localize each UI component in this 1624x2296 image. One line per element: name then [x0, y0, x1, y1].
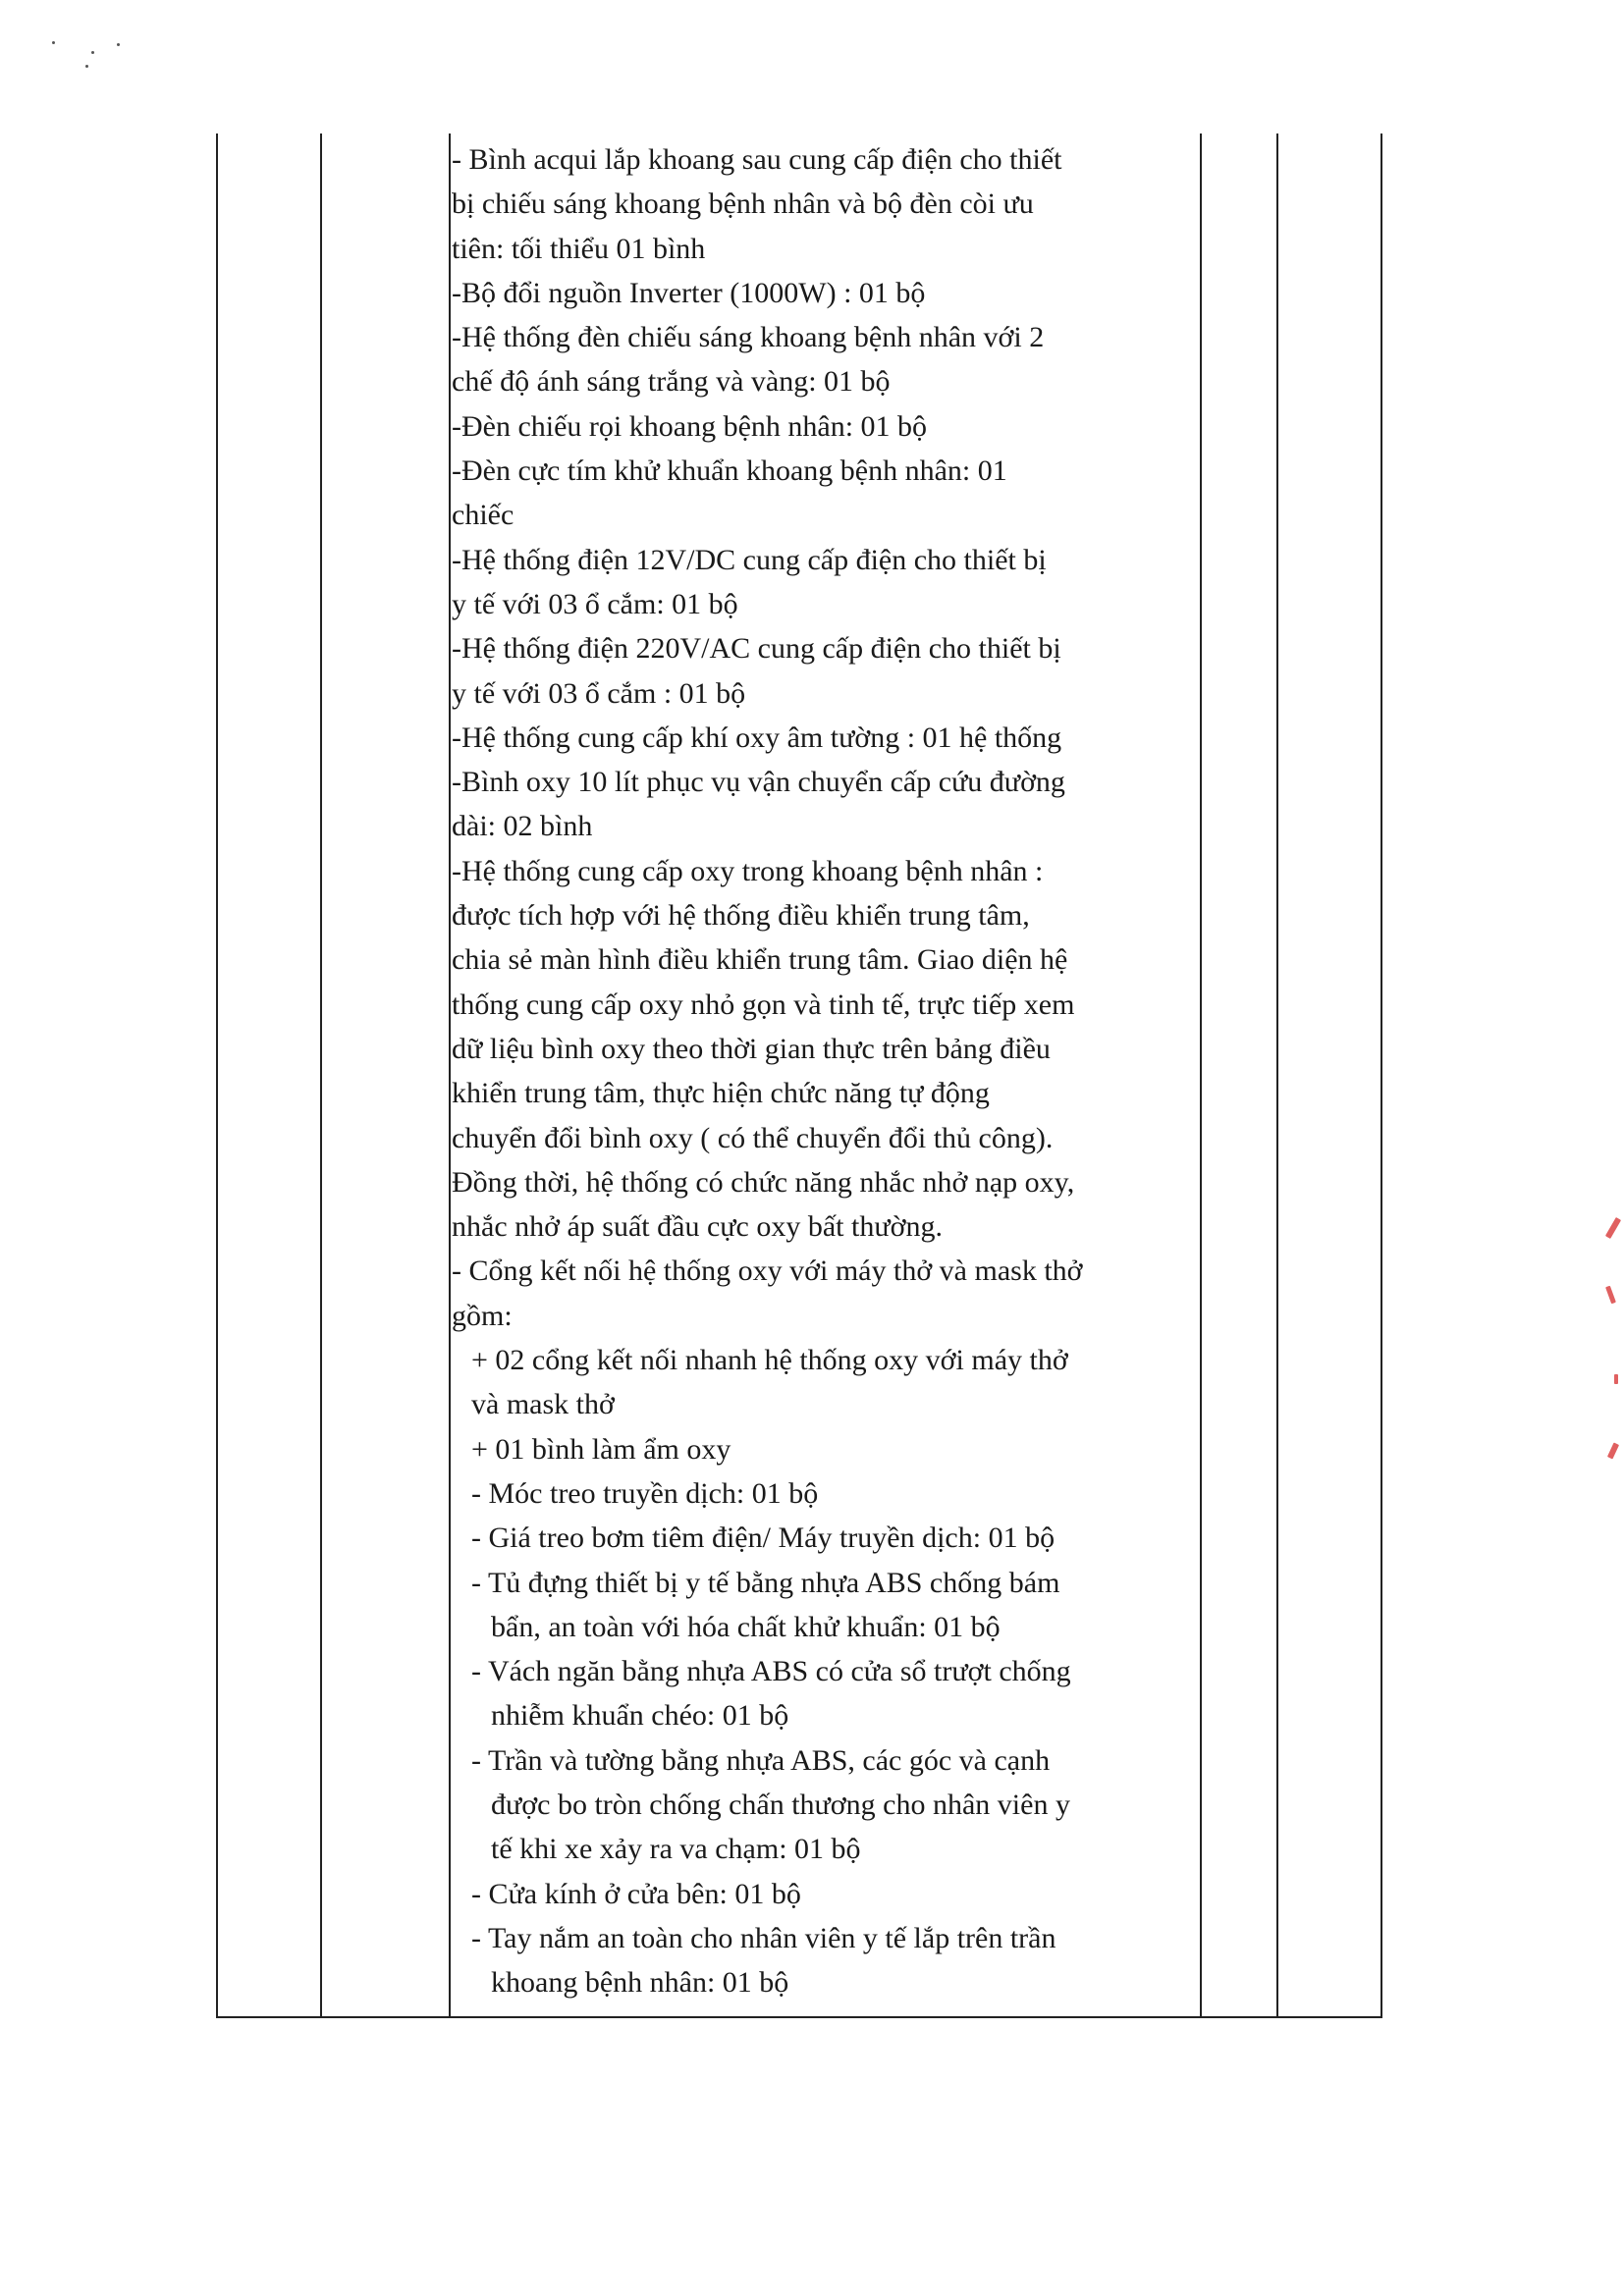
spec-line: y tế với 03 ổ cắm: 01 bộ	[452, 587, 738, 620]
spec-line: khiển trung tâm, thực hiện chức năng tự động	[452, 1077, 990, 1110]
speck	[117, 43, 120, 46]
spec-line: y tế với 03 ổ cắm : 01 bộ	[452, 676, 746, 710]
spec-line: - Tủ đựng thiết bị y tế bằng nhựa ABS chống bám	[471, 1566, 1060, 1599]
spec-line: - Cổng kết nối hệ thống oxy với máy thở và mask thở	[452, 1255, 1083, 1288]
margin-marks	[1604, 1217, 1624, 1472]
spec-line: -Đèn chiếu rọi khoang bệnh nhân: 01 bộ	[452, 409, 928, 443]
spec-line: -Hệ thống điện 12V/DC cung cấp điện cho thiết bị	[452, 543, 1047, 576]
spec-line: chiếc	[452, 499, 514, 532]
column-rule	[1276, 133, 1278, 2016]
spec-line: tiên: tối thiểu 01 bình	[452, 232, 706, 265]
spec-line: - Tay nắm an toàn cho nhân viên y tế lắp trên trần	[471, 1921, 1056, 1954]
spec-line: + 02 cổng kết nối nhanh hệ thống oxy với máy thở	[471, 1344, 1068, 1377]
spec-line: được tích hợp với hệ thống điều khiển trung tâm,	[452, 899, 1030, 933]
spec-line: - Móc treo truyền dịch: 01 bộ	[471, 1476, 819, 1510]
spec-line: -Bộ đổi nguồn Inverter (1000W) : 01 bộ	[452, 276, 926, 309]
spec-line: gồm:	[452, 1299, 513, 1332]
speck	[52, 41, 55, 44]
spec-line: nhiễm khuẩn chéo: 01 bộ	[491, 1699, 789, 1733]
spec-line: - Bình acqui lắp khoang sau cung cấp điện cho thiết	[452, 143, 1062, 176]
spec-line: khoang bệnh nhân: 01 bộ	[491, 1966, 789, 2000]
spec-line: và mask thở	[471, 1388, 615, 1421]
spec-line: chia sẻ màn hình điều khiển trung tâm. Giao diện hệ	[452, 943, 1068, 977]
spec-line: Đồng thời, hệ thống có chức năng nhắc nhở nạp oxy,	[452, 1165, 1075, 1199]
margin-mark	[1614, 1374, 1618, 1384]
spec-line: -Hệ thống đèn chiếu sáng khoang bệnh nhân với 2	[452, 321, 1045, 354]
spec-line: chế độ ánh sáng trắng và vàng: 01 bộ	[452, 365, 891, 399]
spec-line: -Hệ thống điện 220V/AC cung cấp điện cho thiết bị	[452, 632, 1061, 666]
specification-cell	[452, 137, 1186, 2004]
spec-line: + 01 bình làm ẩm oxy	[471, 1432, 731, 1466]
column-rule	[1200, 133, 1202, 2016]
speck	[85, 65, 88, 68]
spec-line: dữ liệu bình oxy theo thời gian thực trên bảng điều	[452, 1032, 1051, 1065]
speck	[91, 51, 94, 54]
spec-line: nhắc nhở áp suất đầu cực oxy bất thường.	[452, 1210, 943, 1244]
spec-line: -Bình oxy 10 lít phục vụ vận chuyển cấp cứu đường	[452, 766, 1065, 799]
spec-line: chuyển đổi bình oxy ( có thể chuyển đổi thủ công).	[452, 1121, 1054, 1154]
spec-line: - Cửa kính ở cửa bên: 01 bộ	[471, 1877, 801, 1910]
spec-line: bị chiếu sáng khoang bệnh nhân và bộ đèn còi ưu	[452, 187, 1034, 221]
margin-mark	[1605, 1217, 1621, 1239]
spec-line: -Hệ thống cung cấp oxy trong khoang bệnh nhân :	[452, 854, 1044, 887]
spec-line: - Trần và tường bằng nhựa ABS, các góc và cạnh	[471, 1743, 1051, 1777]
spec-line: dài: 02 bình	[452, 810, 593, 843]
column-rule	[320, 133, 322, 2016]
spec-line: - Giá treo bơm tiêm điện/ Máy truyền dịch: 01 bộ	[471, 1522, 1056, 1555]
margin-mark	[1607, 1442, 1619, 1459]
spec-line: được bo tròn chống chấn thương cho nhân viên y	[491, 1788, 1070, 1821]
column-rule	[449, 133, 451, 2016]
margin-mark	[1605, 1286, 1616, 1305]
scan-specks	[44, 37, 133, 77]
spec-line: tế khi xe xảy ra va chạm: 01 bộ	[491, 1833, 861, 1866]
spec-line: thống cung cấp oxy nhỏ gọn và tinh tế, trực tiếp xem	[452, 988, 1075, 1021]
spec-line: -Đèn cực tím khử khuẩn khoang bệnh nhân: 01	[452, 454, 1007, 488]
spec-line: -Hệ thống cung cấp khí oxy âm tường : 01 hệ thống	[452, 721, 1062, 754]
spec-line: - Vách ngăn bằng nhựa ABS có cửa sổ trượt chống	[471, 1655, 1071, 1688]
spec-line: bẩn, an toàn với hóa chất khử khuẩn: 01 bộ	[491, 1610, 1001, 1643]
